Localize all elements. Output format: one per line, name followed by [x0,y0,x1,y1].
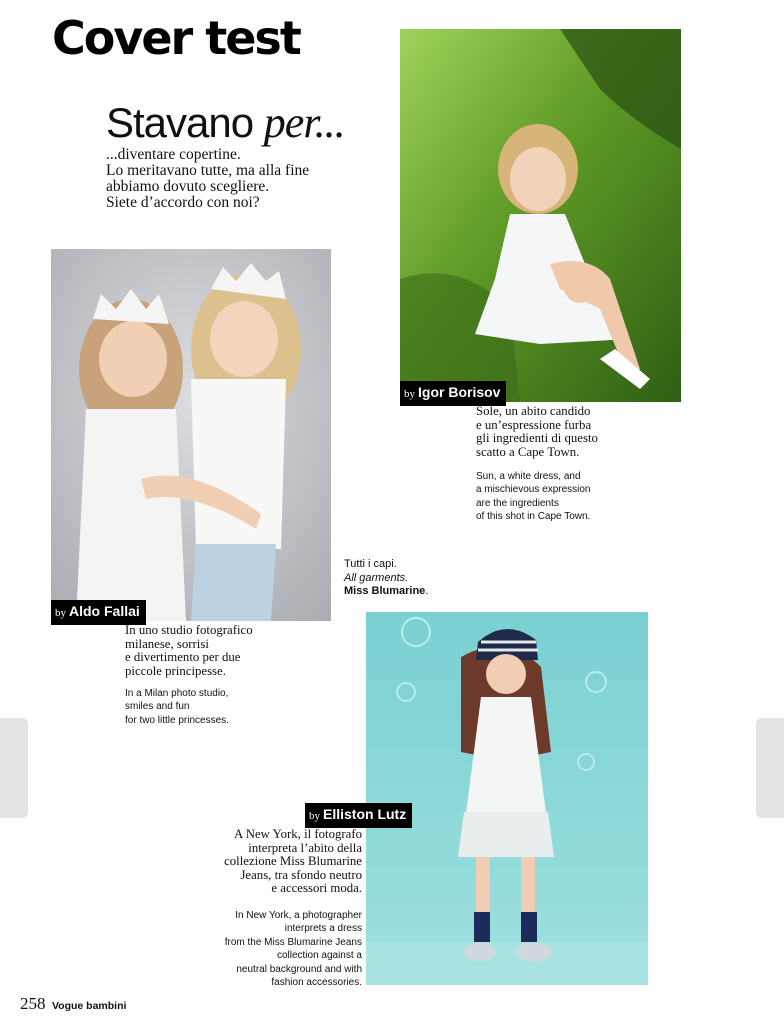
caption-line: Sun, a white dress, and [476,471,581,482]
caption-line: In a Milan photo studio, [125,688,229,699]
caption-line: In New York, a photographer [235,910,362,921]
caption-line: interpreta l’abito della [248,840,362,855]
caption-line: are the ingredients [476,497,559,509]
caption-line: fashion accessories. [271,977,362,989]
garments-en: All garments. [344,571,409,584]
page-title: Cover test [52,11,300,65]
caption-lutz-en [225,909,362,989]
caption-line: milanese, sorrisi [125,636,209,651]
caption-line: A New York, il fotografo [234,827,362,841]
garments-note [344,558,428,599]
intro-line: Siete d’accordo con noi? [106,194,260,211]
photo-borisov [400,29,681,402]
credit-by: by [404,388,415,400]
caption-line: scatto a Cape Town. [476,444,580,459]
photo-fallai [51,249,331,621]
photo-girl-on-grass [400,29,681,402]
caption-line: for two little princesses. [125,714,229,726]
caption-line: In uno studio fotografico [125,623,253,637]
caption-fallai-en [125,687,229,727]
intro-line: Lo meritavano tutte, ma alla fine [106,162,310,179]
caption-fallai-it [125,624,253,678]
intro-line: ...diventare copertine. [106,146,241,163]
photo-two-girls-crowns [51,249,331,621]
caption-line: a mischievous expression [476,484,591,496]
caption-line: of this shot in Cape Town. [476,511,591,523]
next-page-tab[interactable] [756,718,784,818]
caption-line: from the Miss Blumarine Jeans [224,936,362,948]
previous-page-tab[interactable] [0,718,28,818]
intro-line: abbiamo dovuto scegliere. [106,178,270,195]
caption-line: neutral background and with [236,963,362,975]
credit-lutz [305,803,412,828]
credit-fallai [51,600,146,625]
headline [106,98,345,148]
credit-name: Elliston Lutz [323,806,407,822]
caption-line: e divertimento per due [125,650,241,664]
page-footer [20,994,126,1014]
garments-suffix: . [425,585,429,597]
garments-it: Tutti i capi. [344,558,397,570]
page-number: 258 [20,994,46,1013]
headline-main: Stavano [106,99,264,146]
caption-line: Sole, un abito candido [476,404,591,418]
credit-by: by [309,810,320,822]
photo-girl-aqua-wall [366,612,648,985]
caption-line: Jeans, tra sfondo neutro [240,867,362,882]
caption-line: e un’espressione furba [476,417,592,432]
caption-borisov-en [476,470,591,524]
caption-line: gli ingredienti di questo [476,431,598,445]
credit-borisov [400,381,506,406]
caption-line: piccole principesse. [125,663,226,678]
caption-borisov-it [476,405,598,459]
credit-name: Igor Borisov [418,384,501,400]
credit-by: by [55,607,66,619]
caption-line: smiles and fun [125,701,190,713]
magazine-name: Vogue bambini [51,1000,127,1012]
caption-line: e accessori moda. [271,881,362,895]
headline-italic: per... [263,98,345,147]
caption-lutz-it [224,828,362,896]
caption-line: collezione Miss Blumarine [224,854,362,868]
intro-text [106,147,366,211]
credit-name: Aldo Fallai [69,603,140,619]
garments-brand: Miss Blumarine [344,585,426,597]
photo-lutz [366,612,648,985]
caption-line: collection against a [276,950,362,962]
caption-line: interprets a dress [284,923,362,935]
